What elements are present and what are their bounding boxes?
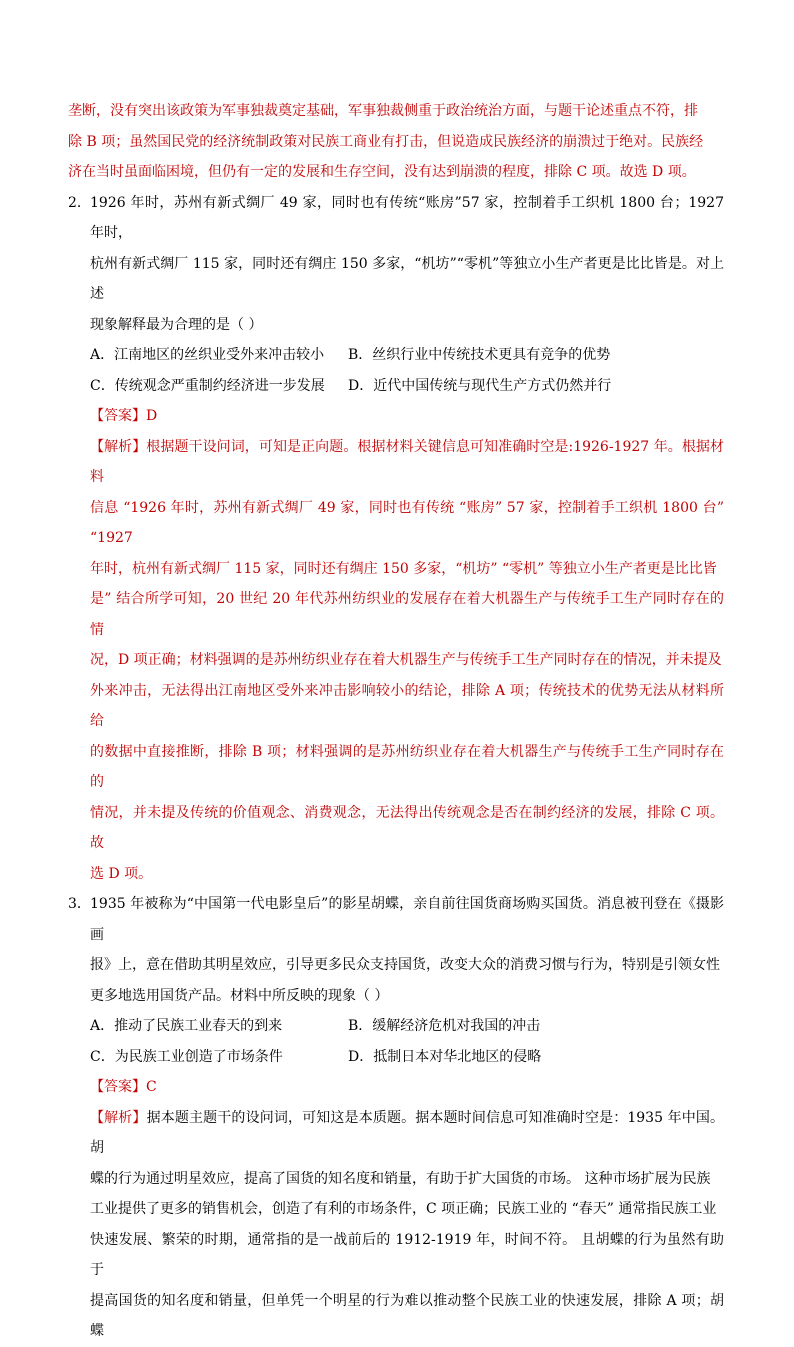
- analysis-line: [90, 432, 724, 493]
- options-row: [68, 1011, 724, 1042]
- analysis-label: 【解析】: [90, 1109, 147, 1126]
- analysis-line: 济在当时虽面临困境，但仍有一定的发展和生存空间，没有达到崩溃的程度，排除 C 项。故选 D 项。: [68, 164, 696, 180]
- analysis-line: 蝶的行为通过明星效应，提高了国货的知名度和销量，有助于扩大国货的市场。 这种市场扩展为民族: [90, 1170, 711, 1187]
- question-stem: [68, 188, 724, 341]
- analysis-block: [68, 1103, 724, 1347]
- analysis-block: [68, 432, 724, 890]
- analysis-line: 除 B 项；虽然国民党的经济统制政策对民族工商业有打击，但说造成民族经济的崩溃过于绝对。民族经: [68, 133, 704, 150]
- answer-line: [68, 1072, 724, 1103]
- option-b: B．缓解经济危机对我国的冲击: [348, 1018, 541, 1034]
- analysis-line: 年时，杭州有新式绸厂 115 家，同时还有绸庄 150 多家，“机坊” “零机” 等独立小生产者更是比比皆: [90, 560, 717, 577]
- analysis-line: 的数据中直接推断，排除 B 项；材料强调的是苏州纺织业存在着大机器生产与传统手工生产同时存在的: [90, 743, 724, 790]
- analysis-line: 快速发展、繁荣的时期，通常指的是一战前后的 1912-1919 年，时间不符。 且胡蝶的行为虽然有助于: [90, 1231, 724, 1278]
- question-number: 2．: [68, 194, 91, 211]
- option-c: C．传统观念严重制约经济进一步发展: [90, 377, 325, 394]
- question-3: [68, 889, 724, 1347]
- question-number: 3．: [68, 896, 91, 912]
- option-b: B．丝织行业中传统技术更具有竞争的优势: [348, 347, 611, 363]
- page-content: [68, 96, 724, 1347]
- stem-line: 更多地选用国货产品。材料中所反映的现象（ ）: [90, 987, 389, 1004]
- analysis-line: 选 D 项。: [90, 865, 153, 882]
- options-row: [68, 1042, 724, 1073]
- option-c: C．为民族工业创造了市场条件: [90, 1048, 283, 1065]
- analysis-text: 根据题干设问词，可知是正向题。根据材料关键信息可知准确时空是:1926-1927 年。根据材料: [90, 438, 725, 485]
- analysis-label: 【解析】: [90, 438, 147, 455]
- answer-label: 【答案】: [90, 1079, 146, 1095]
- analysis-line: 况，D 项正确；材料强调的是苏州纺织业存在着大机器生产与传统手工生产同时存在的情况，并未提及: [90, 652, 722, 668]
- analysis-line: 情况，并未提及传统的价值观念、消费观念，无法得出传统观念是否在制约经济的发展，排除 C 项。故: [90, 804, 724, 851]
- analysis-line: 信息 “1926 年时，苏州有新式绸厂 49 家，同时也有传统 “账房” 57 家，控制着手工织机 1800 台” “1927: [90, 499, 724, 546]
- analysis-line: 外来冲击，无法得出江南地区受外来冲击影响较小的结论，排除 A 项；传统技术的优势无法从材料所给: [90, 682, 724, 729]
- analysis-line: 垄断，没有突出该政策为军事独裁奠定基础，军事独裁侧重于政治统治方面，与题干论述重点不符，排: [68, 103, 698, 119]
- options-row: [68, 340, 724, 371]
- answer-line: [68, 401, 724, 432]
- option-d: D．近代中国传统与现代生产方式仍然并行: [348, 377, 612, 394]
- continued-analysis: [68, 96, 724, 188]
- answer-value: D: [146, 408, 158, 424]
- stem-line: 1926 年时，苏州有新式绸厂 49 家，同时也有传统“账房”57 家，控制着手工织机 1800 台；1927 年时，: [90, 194, 724, 241]
- stem-line: 现象解释最为合理的是（ ）: [90, 316, 263, 333]
- analysis-text: 据本题主题干的设问词，可知这是本质题。据本题时间信息可知准确时空是：1935 年中国。胡: [90, 1109, 725, 1156]
- question-2: [68, 188, 724, 890]
- analysis-line: 工业提供了更多的销售机会，创造了有利的市场条件，C 项正确；民族工业的 “春天” 通常指民族工业: [90, 1201, 717, 1217]
- stem-line: 报》上，意在借助其明星效应，引导更多民众支持国货，改变大众的消费习惯与行为，特别是引领女性: [90, 957, 720, 973]
- option-a: A．江南地区的丝织业受外来冲击较小: [90, 347, 325, 363]
- option-a: A．推动了民族工业春天的到来: [90, 1018, 283, 1034]
- stem-line: 1935 年被称为“中国第一代电影皇后”的影星胡蝶，亲自前往国货商场购买国货。消息被刊登在《摄影画: [90, 896, 724, 943]
- stem-line: 杭州有新式绸厂 115 家，同时还有绸庄 150 多家，“机坊”“零机”等独立小生产者更是比比皆是。对上述: [90, 255, 724, 302]
- options-row: [68, 371, 724, 402]
- question-stem: [68, 889, 724, 1011]
- analysis-line: 是” 结合所学可知，20 世纪 20 年代苏州纺织业的发展存在着大机器生产与传统手工生产同时存在的情: [90, 591, 724, 638]
- answer-value: C: [146, 1079, 157, 1095]
- option-d: D．抵制日本对华北地区的侵略: [348, 1048, 542, 1065]
- analysis-line: 提高国货的知名度和销量，但单凭一个明星的行为难以推动整个民族工业的快速发展，排除 A 项；胡蝶: [90, 1292, 724, 1339]
- answer-label: 【答案】: [90, 408, 146, 424]
- analysis-line: [90, 1103, 724, 1164]
